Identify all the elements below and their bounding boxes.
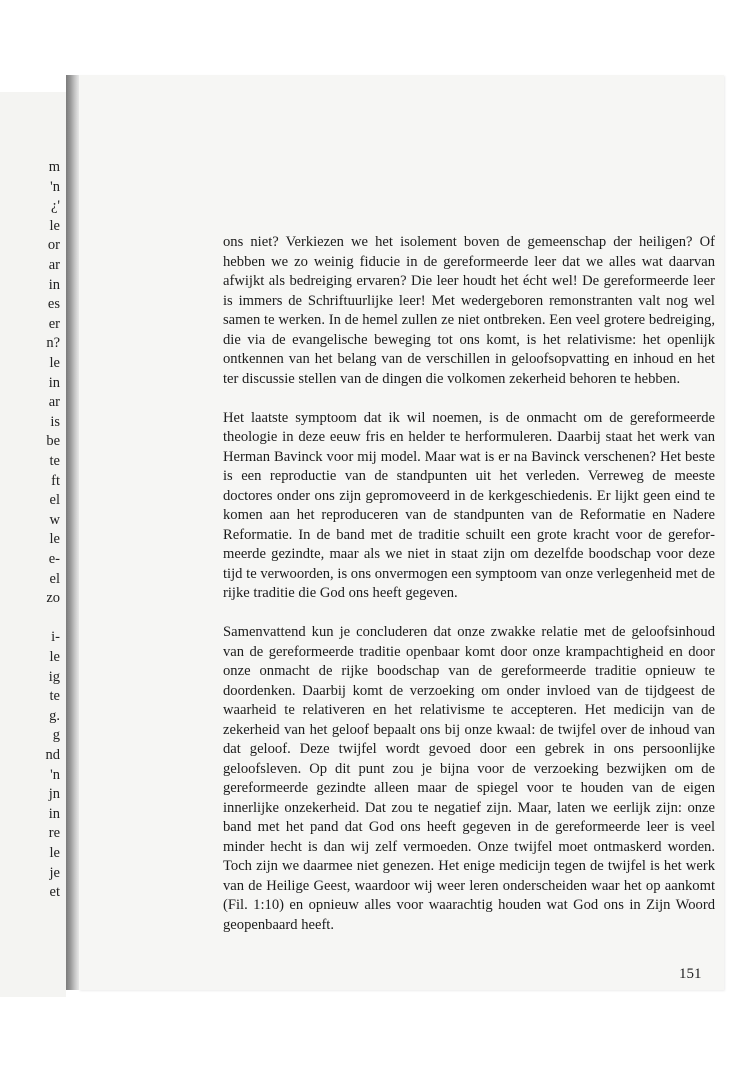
facing-page-fragment: ar bbox=[48, 394, 60, 411]
facing-page-fragment: le bbox=[49, 531, 60, 548]
facing-page-fragment: te bbox=[49, 688, 60, 705]
facing-page-fragment: is bbox=[50, 413, 60, 430]
facing-page-fragment: in bbox=[48, 374, 60, 391]
facing-page-fragment: et bbox=[49, 884, 60, 901]
facing-page-fragment: ig bbox=[48, 668, 60, 685]
facing-page-fragment: g bbox=[52, 727, 60, 744]
facing-page-fragment: be bbox=[46, 433, 60, 450]
facing-page-fragment: el bbox=[49, 492, 60, 509]
facing-page-fragment: es bbox=[47, 296, 60, 313]
page-number: 151 bbox=[679, 966, 702, 982]
book-gutter bbox=[66, 75, 79, 990]
paragraph-1: ons niet? Verkiezen we het isolement boven de gemeenschap der heiligen? Of hebben we zo weinig fiducie in de gereformeerde leer dat we alles wat daarvan afwijkt als bedreiging ervaren? Die leer houdt het écht wel! De gereformeerde leer is immers de Schriftuurlijke leer! Met wedergeboren remonstranten valt nog wel samen te werken. In de hemel zullen ze niet ontbreken. Een veel grotere bedreiging, die via de evangelische beweging tot ons komt, is het relativisme: het openlijk ontkennen van het belang van de verschillen in geloofsopvatting en inhoud en het ter discussie stellen van de dingen die volkomen zekerheid behoren te hebben. bbox=[223, 234, 715, 387]
facing-page-fragment: le bbox=[49, 355, 60, 371]
facing-page-edge bbox=[0, 92, 66, 997]
facing-page-fragment: nd bbox=[45, 747, 60, 763]
facing-page-fragment: 'n bbox=[50, 178, 60, 195]
facing-page-fragment: le bbox=[49, 845, 60, 861]
facing-page-fragment: in bbox=[48, 805, 60, 822]
facing-page-fragment: er bbox=[48, 315, 60, 332]
facing-page-fragment: ar bbox=[48, 257, 60, 273]
facing-page-fragment: n? bbox=[46, 335, 60, 352]
paragraph-3: Samenvattend kun je concluderen dat onze zwakke relatie met de geloofsinhoud van de gereformeerde traditie openbaar komt door onze krampachtigheid en door onze onmacht de rijke boodschap van de gereformeerde traditie opnieuw te doordenken. Daarbij komt de verzoeking om onder invloed van de tijdgeest de waarheid te relativeren en het relativisme te accepteren. Het medicijn van de zekerheid van het geloof bepaalt ons bij onze kwaal: de twijfel over de inhoud van dat geloof. Deze twijfel wordt gevoed door een gebrek in ons persoonlijke geloofsleven. Op dit punt zou je bijna voor de verzoeking bezwijken om de gereformeerde gezindte alleen maar de spiegel voor te houden van de eigen innerlijke onzekerheid. Dat zou te negatief zijn. Maar, laten we eerlijk zijn: onze band met het pand dat God ons heeft gegeven in de gereformeerde leer is veel minder hecht is dan wij zelf vermoeden. Onze twijfel moet ontmaskerd worden. Toch zijn we daarmee niet genezen. Het enige medicijn tegen de twijfel is het werk van de Heilige Geest, waardoor wij weer leren onderscheiden waar het op aankomt (Fil. 1:10) en opnieuw alles voor waarachtig houden wat God ons in Zijn Woord geopenbaard heeft. bbox=[223, 624, 715, 933]
facing-page-fragment: zo bbox=[46, 590, 60, 607]
paragraph-2: Het laatste symptoom dat ik wil noemen, is de onmacht om de gereformeerde theologie in deze eeuw fris en helder te herformuleren. Daarbij staat het werk van Herman Bavinck voor mij model. Maar wat is er na Bavinck verschenen? Het beste is een reproductie van de standpunten uit het verleden. Verreweg de meeste doctores onder ons zijn gepromoveerd in de kerkgeschiedenis. Er lijkt geen eind te komen aan het reproduceren van de standpunten van de Reformatie en Nadere Reformatie. In de band met de traditie schuilt een grote kracht voor de gereformeerde gezindte, maar als we niet in staat zijn om dezelfde boodschap voor deze tijd te verwoorden, is ons onvermogen een symptoom van onze verlegenheid met de rijke traditie die God ons heeft gegeven. bbox=[223, 409, 715, 601]
facing-page-fragment: m bbox=[48, 159, 60, 175]
facing-page-fragment: 'n bbox=[50, 766, 60, 783]
facing-page-fragment: jn bbox=[48, 786, 60, 803]
facing-page-fragment: le bbox=[49, 217, 60, 234]
body-text bbox=[223, 233, 715, 955]
facing-page-fragment: te bbox=[49, 453, 60, 469]
facing-page-fragment: or bbox=[47, 237, 60, 254]
facing-page-fragment: ft bbox=[51, 472, 60, 489]
facing-page-fragment: in bbox=[48, 276, 60, 293]
book-page bbox=[79, 75, 724, 990]
facing-page-fragment: e- bbox=[48, 551, 60, 567]
facing-page-fragment: re bbox=[48, 825, 60, 842]
facing-page-fragment: el bbox=[49, 570, 60, 587]
facing-page-fragment: i- bbox=[51, 629, 60, 646]
facing-page-fragment: je bbox=[49, 864, 60, 881]
facing-page-fragment: ¿' bbox=[50, 198, 60, 215]
facing-page-fragment: le bbox=[49, 649, 60, 665]
facing-page-fragment: w bbox=[49, 511, 60, 528]
facing-page-fragment: g. bbox=[49, 707, 60, 724]
